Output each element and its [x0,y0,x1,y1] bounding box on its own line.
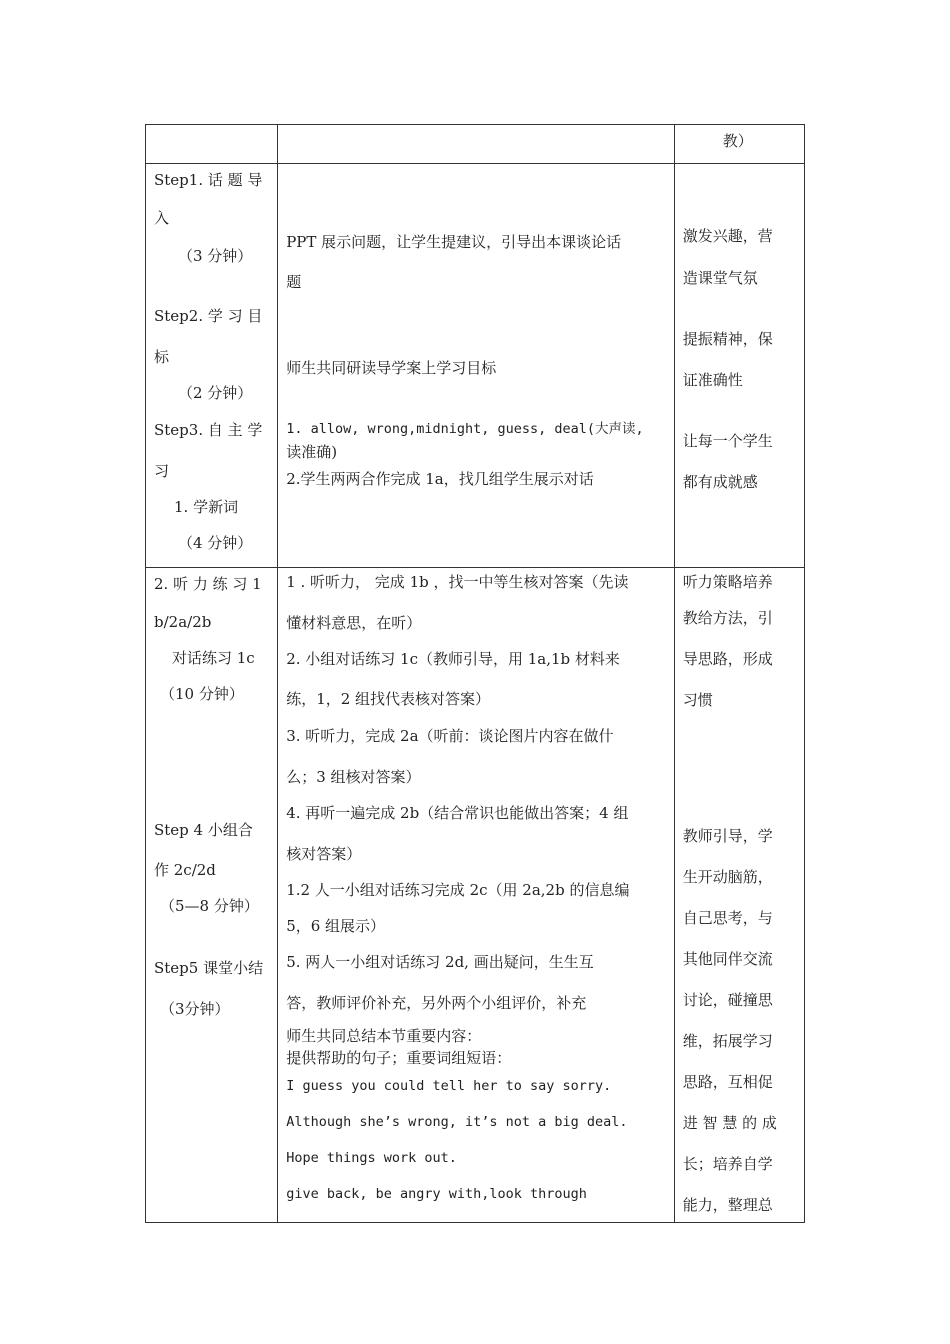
cell-text: 5. 两人一小组对话练习 2d, 画出疑问，生生互 [286,953,594,971]
table-cell [146,125,278,164]
cell-text: （10 分钟） [160,685,244,703]
cell-text: 5，6 组展示） [286,917,386,935]
cell-text: 证准确性 [682,371,743,389]
cell-text: 入 [154,209,170,227]
cell-text: I guess you could tell her to say sorry. [286,1078,612,1094]
cell-text: 答，教师评价补充，另外两个小组评价，补充 [286,994,587,1012]
cell-text: 1.2 人一小组对话练习完成 2c（用 2a,2b 的信息编 [286,881,630,899]
cell-text: 教） [722,132,753,150]
table-cell [674,568,804,1223]
cell-text: Step 4 小组合 [154,821,253,839]
cell-text: 能力，整理总 [682,1196,773,1214]
cell-text: 懂材料意思，在听） [286,614,422,632]
cell-text: 生开动脑筋， [682,868,773,886]
cell-text: 长；培养自学 [682,1155,773,1173]
table-cell [674,125,804,164]
table-row [146,164,805,568]
cell-text: （5—8 分钟） [160,897,259,915]
table-cell [278,164,675,568]
cell-text: PPT 展示问题，让学生提建议，引导出本课谈论话 [286,233,622,251]
table-cell [674,164,804,568]
cell-text: Hope things work out. [286,1150,457,1166]
cell-text: 对话练习 1c [172,649,255,667]
cell-text: 习 [154,462,170,480]
cell-text: （3分钟） [160,1000,230,1018]
cell-text: 讨论，碰撞思 [682,991,773,1009]
cell-text: 2. 小组对话练习 1c（教师引导，用 1a,1b 材料来 [286,650,620,668]
cell-text: 其他同伴交流 [682,950,773,968]
cell-text: Although she’s wrong, it’s not a big deal. [286,1114,628,1130]
cell-text: 教师引导，学 [682,827,773,845]
cell-text: 提振精神，保 [682,330,773,348]
cell-text: 核对答案） [286,845,362,863]
cell-text: 激发兴趣，营 [682,227,773,245]
cell-text: 维，拓展学习 [682,1032,773,1050]
cell-text: 造课堂气氛 [682,269,758,287]
table-cell [278,125,675,164]
cell-text: 自己思考，与 [682,909,773,927]
cell-text: 读准确) [286,443,338,461]
cell-text: b/2a/2b [154,613,212,631]
cell-text: （2 分钟） [178,384,253,402]
cell-text: 题 [286,273,302,291]
cell-text: 么；3 组核对答案） [286,768,421,786]
cell-text: （4 分钟） [178,534,253,552]
cell-text: 1. allow, wrong,midnight, guess, deal(大声读, [286,421,644,437]
table-cell [278,568,675,1223]
cell-text: 2.学生两两合作完成 1a，找几组学生展示对话 [286,470,594,488]
cell-text: 师生共同研读导学案上学习目标 [286,359,497,377]
table-cell [146,164,278,568]
cell-text: 3. 听听力，完成 2a（听前：谈论图片内容在做什 [286,727,614,745]
cell-text: 2. 听 力 练 习 1 [154,575,262,593]
table-row [146,125,805,164]
cell-text: 4. 再听一遍完成 2b（结合常识也能做出答案；4 组 [286,804,629,822]
cell-text: 教给方法，引 [682,609,773,627]
cell-text: Step5 课堂小结 [154,959,264,977]
cell-text: 作 2c/2d [154,861,216,879]
cell-text: 练，1，2 组找代表核对答案） [286,690,491,708]
cell-text: 习惯 [682,691,713,709]
cell-text: Step1. 话 题 导 [154,171,263,189]
table-row [146,568,805,1223]
cell-text: 进 智 慧 的 成 [682,1114,777,1132]
cell-text: 1 . 听听力， 完成 1b ，找一中等生核对答案（先读 [286,573,629,591]
cell-text: 导思路，形成 [682,650,773,668]
cell-text: Step3. 自 主 学 [154,421,263,439]
cell-text: 思路，互相促 [682,1073,773,1091]
cell-text: （3 分钟） [178,247,253,265]
cell-text: 1. 学新词 [174,498,239,516]
table-cell [146,568,278,1223]
cell-text: 都有成就感 [682,473,758,491]
cell-text: 让每一个学生 [682,432,773,450]
cell-text: 标 [154,348,170,366]
cell-text: 师生共同总结本节重要内容： [286,1027,482,1045]
cell-text: give back, be angry with,look through [286,1186,587,1202]
cell-text: 提供帮助的句子；重要词组短语： [286,1049,512,1067]
cell-text: 听力策略培养 [682,573,773,591]
cell-text: Step2. 学 习 目 [154,307,263,325]
lesson-plan-table [145,124,805,1223]
